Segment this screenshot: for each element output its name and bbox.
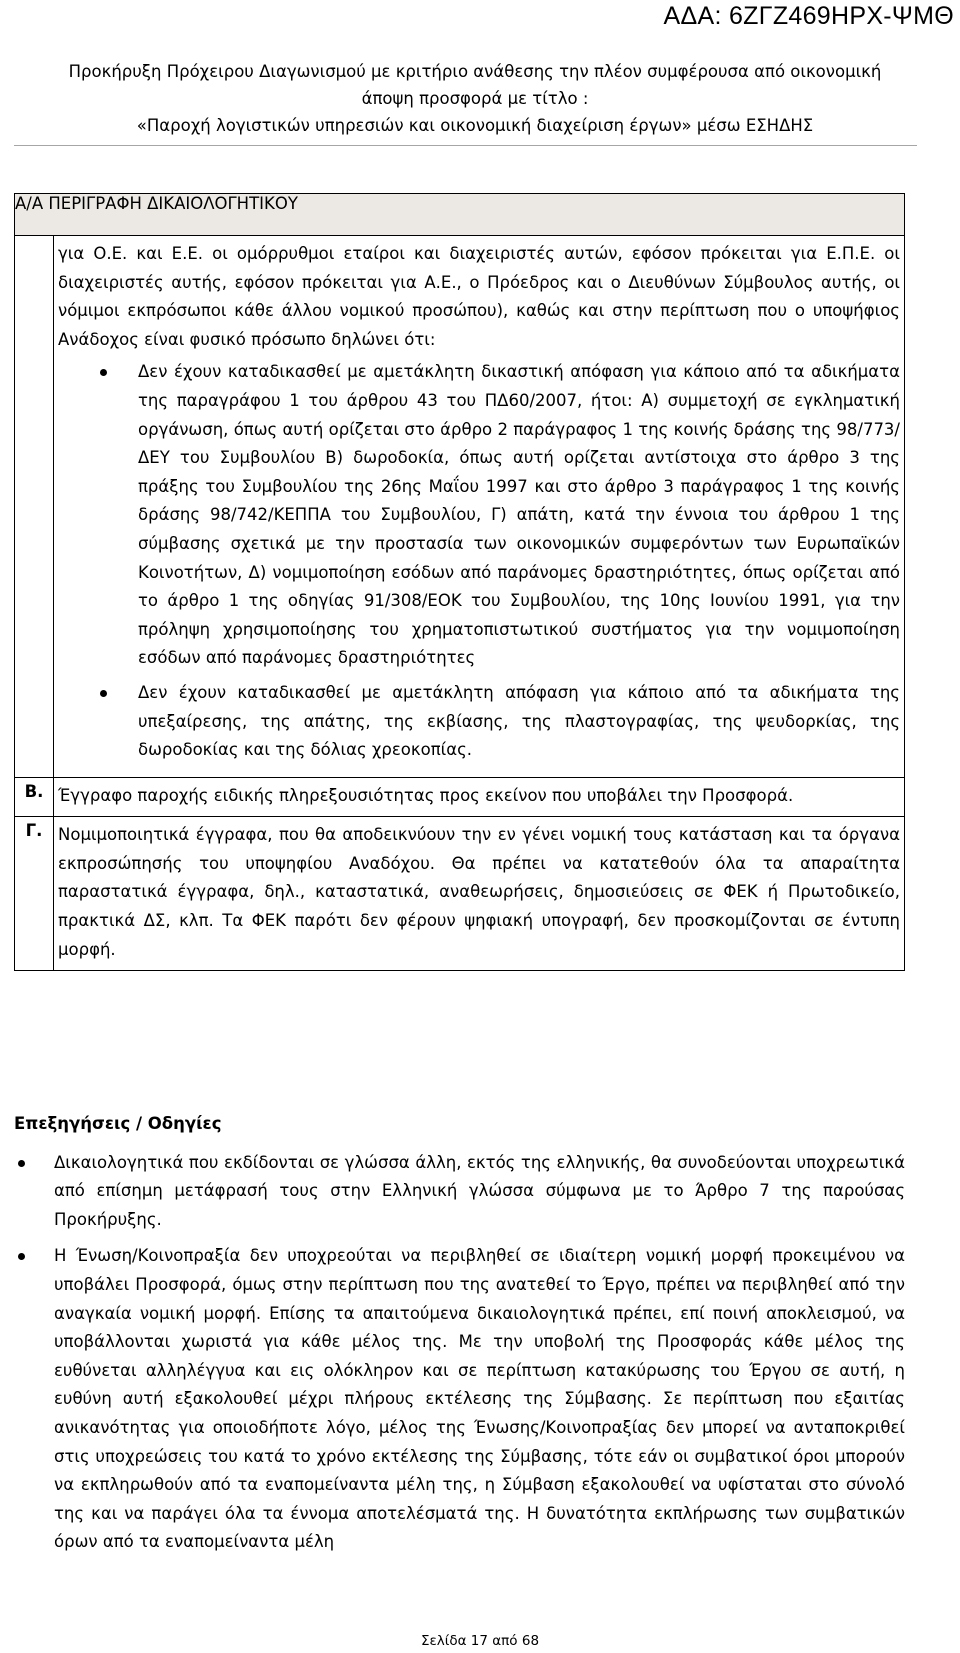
list-item bbox=[14, 1242, 905, 1557]
explanations-heading: Επεξηγήσεις / Οδηγίες bbox=[14, 1114, 222, 1133]
bullet-icon bbox=[100, 369, 107, 376]
list-item bbox=[14, 1149, 905, 1235]
bullet-icon bbox=[100, 690, 107, 697]
table-row bbox=[15, 777, 905, 817]
section-heading-row bbox=[15, 194, 905, 236]
section-heading: Α/Α ΠΕΡΙΓΡΑΦΗ ΔΙΚΑΙΟΛΟΓΗΤΙΚΟΥ bbox=[15, 194, 905, 236]
explanations-list bbox=[14, 1149, 905, 1557]
row-label-c: Γ. bbox=[15, 817, 54, 971]
page-number: Σελίδα 17 από 68 bbox=[420, 1633, 540, 1649]
explanations-section bbox=[14, 1110, 905, 1565]
document-header bbox=[30, 58, 920, 139]
declaration-list bbox=[58, 358, 900, 764]
explanation-text: Η Ένωση/Κοινοπραξία δεν υποχρεούται να περιβληθεί σε ιδιαίτερη νομική μορφή προκειμένου να υποβάλει Προσφορά, όμως στην περίπτωση που της ανατεθεί το Έργο, πρέπει να περιβληθεί από την αναγκαία νομική μορφή. Επίσης τα απαιτούμενα δικαιολογητικά πρέπει, επί ποινή αποκλεισμού, να υποβάλλονται χωριστά για κάθε μέλος της. Με την υποβολή της Προσφοράς κάθε μέλος της ευθύνεται αλληλέγγυα και εις ολόκληρον και σε περίπτωση κατακύρωσης του Έργου σε αυτή, η ευθύνη αυτή εξακολουθεί μέχρι πλήρους εκτέλεσης της Σύμβασης. Σε περίπτωση που εξαιτίας ανικανότητας για οποιοδήποτε λόγο, μέλος της Ένωσης/Κοινοπραξίας δεν μπορεί να ανταποκριθεί στις υποχρεώσεις του κατά το χρόνο εκτέλεσης της Σύμβασης, τότε εάν οι συμβατικοί όροι μπορούν να εκπληρωθούν από τα εναπομείναντα μέλη της, η Σύμβαση εξακολουθεί να υφίσταται στο σύνολό της και να παράγει όλα τα έννομα αποτελέσματά της. Η δυνατότητα εκπλήρωσης των συμβατικών όρων από τα εναπομείναντα μέλη bbox=[54, 1246, 905, 1552]
row-c-text: Νομιμοποιητικά έγγραφα, που θα αποδεικνύουν την εν γένει νομική τους κατάσταση και τα όργανα εκπροσώπησής του υποψηφίου Αναδόχου. Θα πρέπει να κατατεθούν όλα τα απαραίτητα παραστατικά έγγραφα, δηλ., καταστατικά, αναθεωρήσεις, δημοσιεύσεις σε ΦΕΚ ή Πρωτοδικείο, πρακτικά ΔΣ, κλπ. Τα ΦΕΚ παρότι δεν φέρουν ψηφιακή υπογραφή, δεν προσκομίζονται σε έντυπη μορφή. bbox=[54, 817, 905, 971]
header-rule bbox=[14, 145, 917, 146]
explanation-text: Δικαιολογητικά που εκδίδονται σε γλώσσα άλλη, εκτός της ελληνικής, θα συνοδεύονται υποχρεωτικά από επίσημη μετάφρασή τους στην Ελληνική γλώσσα σύμφωνα με το Άρθρο 7 της παρούσας Προκήρυξης. bbox=[54, 1152, 905, 1229]
bullet-icon bbox=[18, 1160, 25, 1167]
list-item bbox=[58, 358, 900, 673]
header-line-2: άποψη προσφορά με τίτλο : bbox=[361, 89, 589, 108]
row-b-text: Έγγραφο παροχής ειδικής πληρεξουσιότητας προς εκείνον που υποβάλει την Προσφορά. bbox=[54, 777, 905, 817]
section-a-intro: για Ο.Ε. και Ε.Ε. οι ομόρρυθμοι εταίροι και διαχειριστές αυτών, εφόσον πρόκειται για Ε.Π.Ε. οι διαχειριστές αυτής, εφόσον πρόκειται για Α.Ε., ο Πρόεδρος και ο Διευθύνων Σύμβουλος αυτής, οι νόμιμοι εκπρόσωποι κάθε άλλου νομικού προσώπου), καθώς και στην περίπτωση που ο υποψήφιος Ανάδοχος είναι φυσικό πρόσωπο δηλώνει ότι: bbox=[58, 244, 900, 349]
header-line-3: «Παροχή λογιστικών υπηρεσιών και οικονομική διαχείριση έργων» μέσω ΕΣΗΔΗΣ bbox=[136, 116, 814, 135]
declaration-text: Δεν έχουν καταδικασθεί με αμετάκλητη απόφαση για κάποιο από τα αδικήματα της υπεξαίρεσης, της απάτης, της εκβίασης, της πλαστογραφίας, της ψευδορκίας, της δωροδοκίας και της δόλιας χρεοκοπίας. bbox=[138, 682, 900, 760]
bullet-icon bbox=[18, 1253, 25, 1260]
ada-code: ΑΔΑ: 6ΖΓΖ469ΗΡΧ-ΨΜΘ bbox=[663, 2, 954, 30]
table-row bbox=[15, 817, 905, 971]
table-row bbox=[15, 236, 905, 778]
row-label-b: Β. bbox=[15, 777, 54, 817]
row-label-empty bbox=[15, 236, 54, 778]
header-line-1: Προκήρυξη Πρόχειρου Διαγωνισμού με κριτήριο ανάθεσης την πλέον συμφέρουσα από οικονομική bbox=[68, 62, 882, 81]
list-item bbox=[58, 679, 900, 765]
section-a-content bbox=[54, 236, 905, 778]
requirements-table bbox=[14, 193, 905, 971]
declaration-text: Δεν έχουν καταδικασθεί με αμετάκλητη δικαστική απόφαση για κάποιο από τα αδικήματα της παραγράφου 1 του άρθρου 43 του ΠΔ60/2007, ήτοι: Α) συμμετοχή σε εγκληματική οργάνωση, όπως αυτή ορίζεται στο άρθρο 2 παράγραφος 1 της κοινής δράσης της 98/773/ΔΕΥ του Συμβουλίου Β) δωροδοκία, όπως αυτή ορίζεται αντίστοιχα στο άρθρο 3 της πράξης του Συμβουλίου της 26ης Μαΐου 1997 και στο άρθρο 3 παράγραφος 1 της κοινής δράσης 98/742/ΚΕΠΠΑ του Συμβουλίου, Γ) απάτη, κατά την έννοια του άρθρου 1 της σύμβασης σχετικά με την προστασία των οικονομικών συμφερόντων των Ευρωπαϊκών Κοινοτήτων, Δ) νομιμοποίηση εσόδων από παράνομες δραστηριότητες, όπως ορίζεται από το άρθρο 1 της οδηγίας 91/308/ΕΟΚ του Συμβουλίου, της 10ης Ιουνίου 1991, για την πρόληψη χρησιμοποίησης του χρηματοπιστωτικού συστήματος για την νομιμοποίηση εσόδων από παράνομες δραστηριότητες bbox=[138, 362, 900, 668]
